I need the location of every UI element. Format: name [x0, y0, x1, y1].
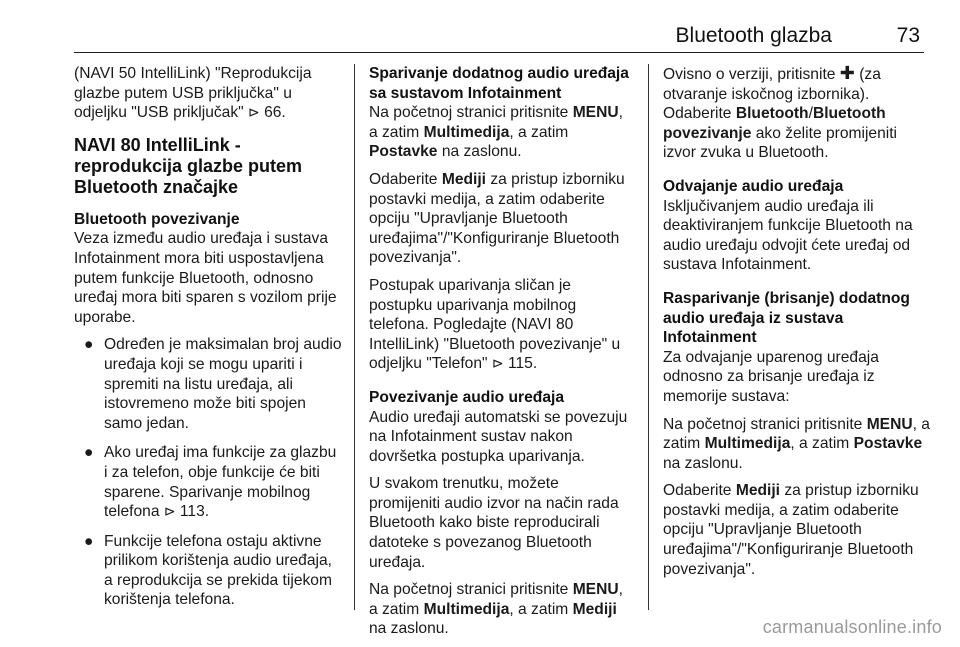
keyword-multimedija: Multimedija [423, 123, 510, 141]
keyword-multimedija: Multimedija [423, 600, 510, 618]
subheading-unpairing: Rasparivanje (brisanje) dodatnog audio uređaja iz sustava Infotainment [663, 289, 910, 347]
page-number: 73 [896, 24, 920, 47]
column-2 [369, 64, 634, 647]
subheading-bluetooth-connection: Bluetooth povezivanje [74, 210, 240, 228]
subheading-pairing: Sparivanje dodatnog audio uređaja sa sustavom Infotainment [369, 65, 629, 102]
paragraph: Odaberite Mediji za pristup izborniku postavki medija, a zatim odaberite opciju "Upravljanje Bluetooth uređajima"/"Konfiguriranje Bluetooth povezivanja". [663, 482, 919, 578]
paragraph: Na početnoj stranici pritisnite MENU, a zatim Multimedija, a zatim Postavke na zaslonu. [369, 104, 623, 161]
list-item: ● Funkcije telefona ostaju aktivne prilikom korištenja audio uređaja, a reprodukcija se prekida tijekom korištenja telefona. [84, 532, 332, 609]
column-divider-2 [648, 64, 649, 610]
column-1 [74, 64, 344, 620]
page-ref-arrow-icon: ⊳ [163, 503, 176, 520]
body-paragraph: Veza između audio uređaja i sustava Infotainment mora biti uspostavljena putem funkcije Bluetooth, odnosno uređaj mora biti sparen s vozilom prije uporabe. [74, 230, 337, 326]
keyword-bluetooth: Bluetooth [735, 105, 809, 123]
intro-paragraph: (NAVI 50 IntelliLink) "Reprodukcija glazbe putem USB priključka" u odjeljku "USB priključak" ⊳ 66. [74, 65, 312, 122]
bullet-list [74, 335, 344, 610]
keyword-mediji: Mediji [572, 600, 617, 618]
keyword-mediji: Mediji [735, 482, 781, 500]
column-divider-1 [354, 64, 355, 610]
paragraph: Isključivanjem audio uređaja ili deaktiviranjem funkcije Bluetooth na audio uređaju odvojit ćete uređaj od sustava Infotainment. [663, 197, 913, 274]
keyword-menu: MENU [572, 581, 619, 599]
paragraph: Ovisno o verziji, pritisnite ✚ (za otvaranje iskočnog izbornika). Odaberite Bluetooth/Bluetooth povezivanje ako želite promijeniti izvor zvuka u Bluetooth. [663, 63, 898, 162]
column-3 [663, 64, 933, 587]
plus-icon: ✚ [839, 63, 855, 83]
paragraph: Za odvajanje uparenog uređaja odnosno za brisanje uređaja iz memorije sustava: [663, 348, 879, 405]
keyword-multimedija: Multimedija [704, 435, 791, 453]
keyword-postavke: Postavke [369, 143, 438, 161]
list-item: ● Ako uređaj ima funkcije za glazbu i za telefon, obje funkcije će biti sparene. Sparivanje mobilnog telefona ⊳ 113. [84, 444, 337, 521]
paragraph: Na početnoj stranici pritisnite MENU, a zatim Multimedija, a zatim Postavke na zaslonu. [663, 415, 930, 472]
subheading-connecting: Povezivanje audio uređaja [369, 388, 564, 406]
bullet-icon: ● [84, 336, 94, 354]
subheading-disconnecting: Odvajanje audio uređaja [663, 177, 844, 195]
page-header [74, 22, 924, 53]
bullet-icon: ● [84, 444, 94, 462]
paragraph: Na početnoj stranici pritisnite MENU, a zatim Multimedija, a zatim Mediji na zaslonu. [369, 581, 623, 638]
paragraph: Audio uređaji automatski se povezuju na Infotainment sustav nakon dovršetka postupka uparivanja. [369, 408, 628, 465]
paragraph: Postupak uparivanja sličan je postupku uparivanja mobilnog telefona. Pogledajte (NAVI 80 IntelliLink) "Bluetooth povezivanje" u odjeljku "Telefon" ⊳ 115. [369, 276, 621, 373]
paragraph: Odaberite Mediji za pristup izborniku postavki medija, a zatim odaberite opciju "Upravljanje Bluetooth uređajima"/"Konfiguriranje Bluetooth povezivanja". [369, 170, 625, 267]
keyword-bluetooth-povezivanje: Bluetooth povezivanje [663, 105, 886, 142]
keyword-menu: MENU [572, 104, 619, 122]
watermark: carmanualsonline.info [762, 617, 942, 637]
bullet-icon: ● [84, 532, 94, 550]
paragraph: U svakom trenutku, možete promijeniti audio izvor na način rada Bluetooth kako biste reproducirali datoteke s povezanog Bluetooth uređaja. [369, 475, 619, 571]
keyword-postavke: Postavke [853, 435, 923, 453]
section-title: Bluetooth glazba [675, 24, 832, 47]
page-ref-arrow-icon: ⊳ [491, 355, 504, 372]
list-item: ● Određen je maksimalan broj audio uređaja koji se mogu upariti i spremiti na listu uređaja, ali istovremeno može biti spojen samo jedan. [84, 336, 342, 432]
page-ref-arrow-icon: ⊳ [248, 104, 260, 121]
chapter-heading: NAVI 80 IntelliLink - reprodukcija glazbe putem Bluetooth značajke [74, 134, 303, 197]
keyword-menu: MENU [866, 415, 913, 433]
keyword-mediji: Mediji [441, 170, 487, 188]
